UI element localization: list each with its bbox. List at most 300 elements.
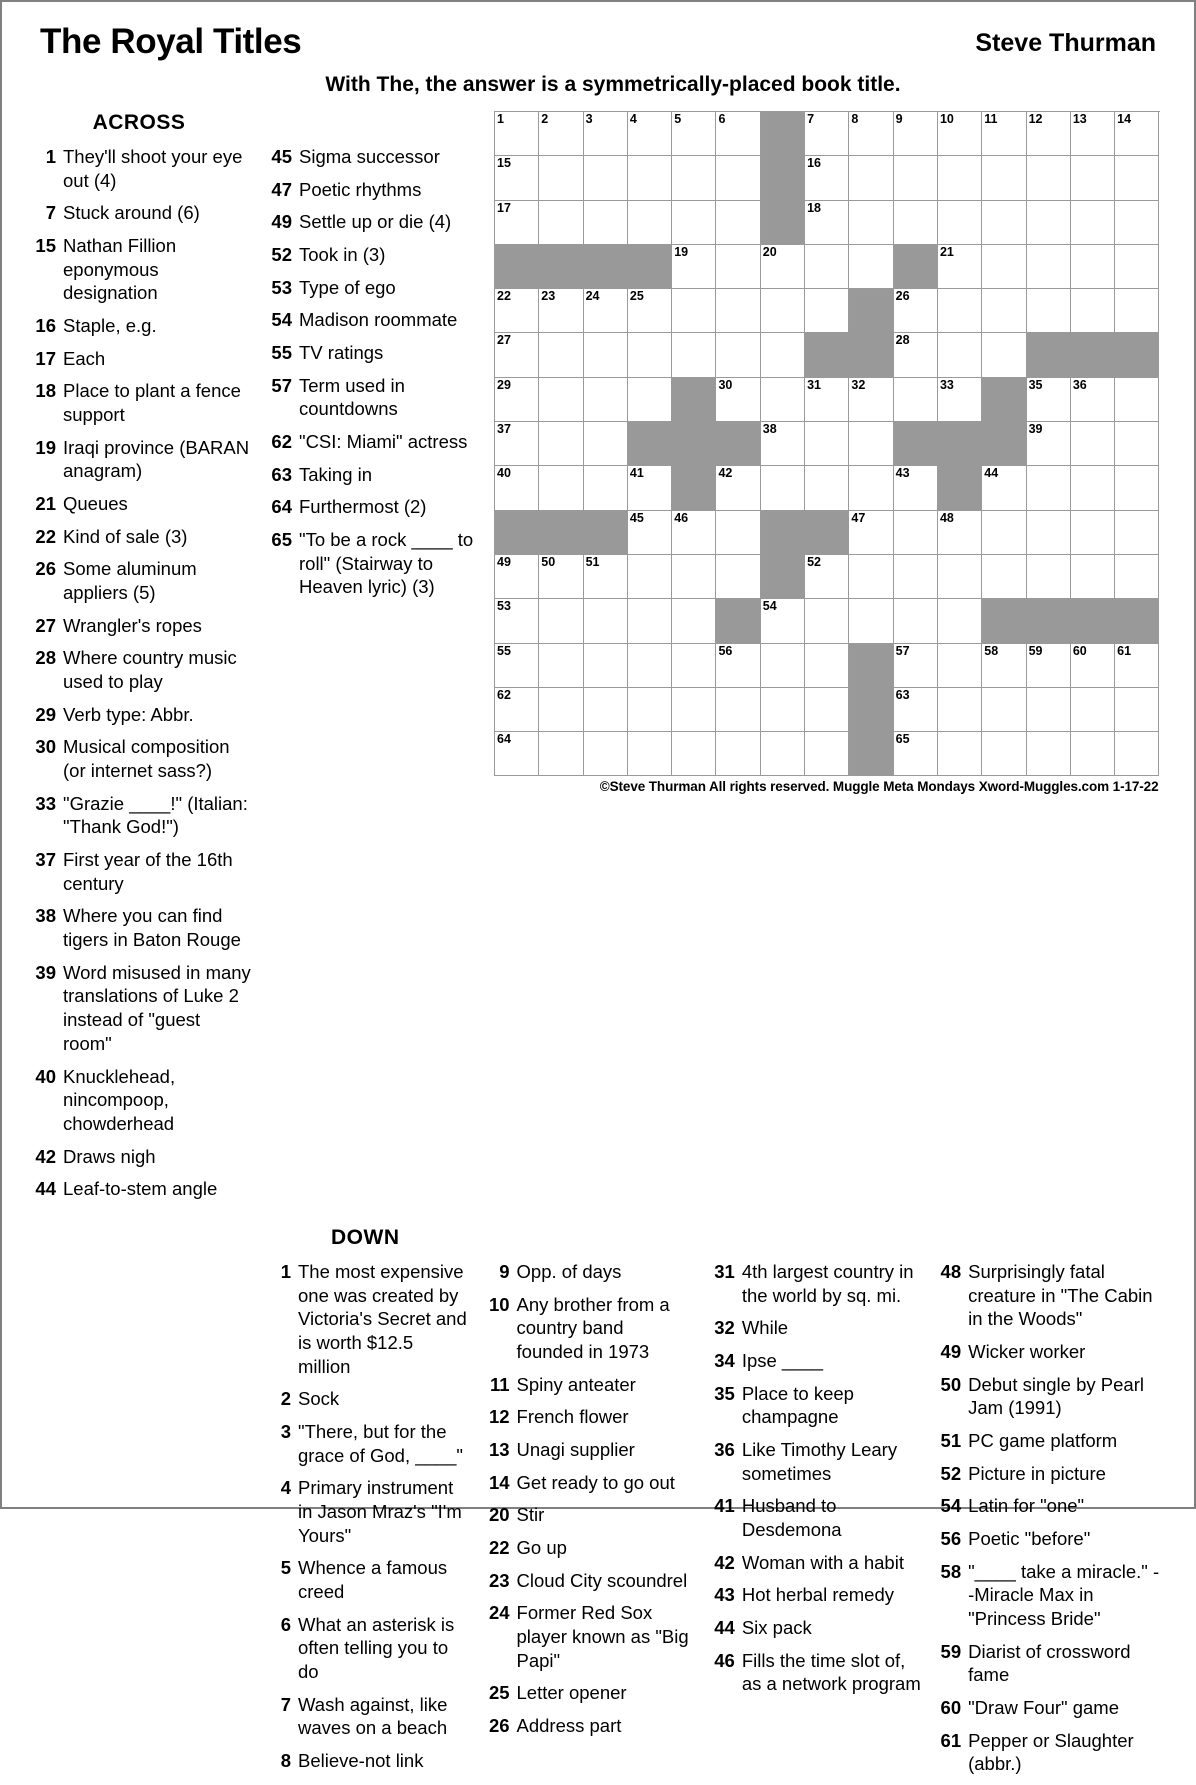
grid-cell[interactable] [539,466,583,510]
grid-cell[interactable] [539,422,583,466]
grid-cell[interactable] [1115,511,1159,555]
grid-cell[interactable] [1071,466,1115,510]
clue-text: Like Timothy Leary sometimes [741,1438,898,1484]
grid-cell[interactable] [982,333,1026,377]
clue-item[interactable] [26,314,252,338]
grid-cell[interactable] [1071,112,1115,156]
grid-cell[interactable] [539,156,583,200]
clue-item[interactable] [480,1260,695,1284]
grid-cell[interactable] [628,333,672,377]
grid-cell[interactable] [716,289,760,333]
clue-item[interactable] [480,1405,695,1429]
grid-cell[interactable] [1027,245,1071,289]
grid-cell[interactable] [1027,555,1071,599]
clue-item[interactable] [480,1536,695,1560]
clue-item[interactable] [26,347,252,371]
grid-cell[interactable] [1027,688,1071,732]
clue-text: Sigma successor [299,146,440,167]
grid-cell[interactable] [982,555,1026,599]
clue-item[interactable] [262,210,480,234]
grid-cell[interactable] [628,466,672,510]
clue-item[interactable] [480,1601,695,1672]
clue-number: 7 [280,1693,291,1715]
grid-cell[interactable] [716,378,760,422]
clue-item[interactable] [261,1556,470,1603]
grid-cell[interactable] [849,511,893,555]
grid-cell[interactable] [716,732,760,776]
grid-cell[interactable] [849,466,893,510]
grid-cell[interactable] [716,644,760,688]
clue-item[interactable] [26,379,252,426]
grid-cell[interactable] [495,289,539,333]
grid-cell[interactable] [805,688,849,732]
grid-cell[interactable] [716,333,760,377]
grid-cell[interactable] [805,732,849,776]
clue-number: 29 [35,703,56,725]
grid-cell[interactable] [805,378,849,422]
clue-text: Picture in picture [968,1462,1106,1484]
grid-cell[interactable] [716,201,760,245]
grid-cell[interactable] [539,201,583,245]
grid-cell[interactable] [849,599,893,643]
grid-cell[interactable] [628,201,672,245]
grid-cell[interactable] [495,422,539,466]
grid-cell[interactable] [584,378,628,422]
grid-cell[interactable] [1071,289,1115,333]
grid-cell[interactable] [495,466,539,510]
clue-item[interactable] [480,1503,695,1527]
grid-cell[interactable] [539,333,583,377]
grid-cell[interactable] [761,599,805,643]
grid-cell[interactable] [805,289,849,333]
grid-cell[interactable] [672,333,716,377]
clue-item[interactable] [931,1527,1160,1551]
clue-item[interactable] [262,341,480,365]
grid-cell[interactable] [805,466,849,510]
grid-cell[interactable] [894,156,938,200]
grid-cell[interactable] [761,422,805,466]
grid-cell[interactable] [894,644,938,688]
grid-cell[interactable] [672,245,716,289]
clue-text: Surprisingly fatal creature in "The Cabin in the Woods" [968,1260,1153,1330]
grid-cell[interactable] [495,112,539,156]
grid-cell[interactable] [716,688,760,732]
clue-item[interactable] [705,1260,921,1307]
clue-item[interactable] [26,145,252,192]
grid-cell[interactable] [495,156,539,200]
clue-item[interactable] [931,1696,1160,1720]
grid-cell[interactable] [584,555,628,599]
clue-item[interactable] [26,234,252,305]
grid-cell[interactable] [628,156,672,200]
clue-text: French flower [516,1406,629,1428]
grid-cell[interactable] [894,688,938,732]
clue-item[interactable] [26,1065,252,1136]
grid-cell[interactable] [628,378,672,422]
grid-cell[interactable] [1027,112,1071,156]
grid-cell[interactable] [672,511,716,555]
clue-item[interactable] [705,1494,921,1541]
clue-item[interactable] [26,703,252,727]
grid-cell[interactable] [672,289,716,333]
grid-cell[interactable] [938,511,982,555]
grid-cell[interactable] [761,732,805,776]
clue-item[interactable] [705,1616,921,1640]
grid-cell[interactable] [584,156,628,200]
grid-cell[interactable] [1071,688,1115,732]
grid-cell[interactable] [761,289,805,333]
clue-item[interactable] [261,1420,470,1467]
grid-cell[interactable] [894,289,938,333]
clue-item[interactable] [262,308,480,332]
clue-number: 46 [714,1649,735,1671]
grid-cell[interactable] [495,644,539,688]
grid-cell[interactable] [1115,112,1159,156]
clue-item[interactable] [262,430,480,454]
grid-cell[interactable] [584,289,628,333]
grid-cell[interactable] [672,156,716,200]
clue-text: Get ready to go out [516,1471,675,1493]
clue-item[interactable] [26,904,252,951]
clue-item[interactable] [261,1387,470,1411]
grid-cell[interactable] [584,201,628,245]
grid-cell[interactable] [805,644,849,688]
grid-cell[interactable] [761,466,805,510]
clue-item[interactable] [26,1145,252,1169]
grid-cell[interactable] [1115,688,1159,732]
grid-cell[interactable] [1115,732,1159,776]
clue-item[interactable] [262,243,480,267]
clue-item[interactable] [480,1293,695,1364]
clue-item[interactable] [26,436,252,483]
grid-cell[interactable] [938,156,982,200]
grid-cell[interactable] [982,289,1026,333]
grid-cell-number: 43 [895,466,910,481]
clue-item[interactable] [26,525,252,549]
grid-cell[interactable] [584,732,628,776]
grid-cell[interactable] [849,112,893,156]
grid-cell[interactable] [672,688,716,732]
clue-text: Staple, e.g. [63,315,157,337]
grid-cell[interactable] [761,245,805,289]
grid-cell[interactable] [584,466,628,510]
grid-cell[interactable] [672,555,716,599]
grid-cell[interactable] [1027,422,1071,466]
grid-cell[interactable] [849,156,893,200]
grid-cell[interactable] [982,156,1026,200]
grid-cell[interactable] [805,555,849,599]
grid-cell[interactable] [539,289,583,333]
grid-cell[interactable] [938,599,982,643]
clue-item[interactable] [705,1382,921,1429]
clue-text: Woman with a habit [741,1551,904,1573]
clue-item[interactable] [705,1551,921,1575]
grid-cell[interactable] [1071,201,1115,245]
grid-cell[interactable] [938,644,982,688]
grid-cell[interactable] [805,201,849,245]
grid-cell[interactable] [849,422,893,466]
grid-cell[interactable] [495,599,539,643]
clue-item[interactable] [931,1560,1160,1631]
grid-cell[interactable] [1115,245,1159,289]
clue-item[interactable] [705,1438,921,1485]
grid-cell[interactable] [894,511,938,555]
grid-cell[interactable] [894,201,938,245]
grid-cell[interactable] [1071,732,1115,776]
grid-cell[interactable] [584,112,628,156]
grid-block [894,422,938,466]
grid-cell[interactable] [716,245,760,289]
grid-cell[interactable] [1115,422,1159,466]
grid-cell[interactable] [539,688,583,732]
grid-cell[interactable] [1115,201,1159,245]
grid-cell[interactable] [672,599,716,643]
grid-cell[interactable] [716,511,760,555]
grid-cell[interactable] [805,112,849,156]
grid-cell[interactable] [628,112,672,156]
grid-cell[interactable] [982,245,1026,289]
grid-cell[interactable] [938,378,982,422]
grid-cell[interactable] [1115,289,1159,333]
grid-cell[interactable] [584,599,628,643]
grid-cell[interactable] [495,378,539,422]
clue-item[interactable] [480,1438,695,1462]
grid-cell[interactable] [938,245,982,289]
grid-cell[interactable] [495,333,539,377]
clue-item[interactable] [26,557,252,604]
clue-item[interactable] [262,145,480,169]
grid-cell[interactable] [495,732,539,776]
grid-cell[interactable] [938,333,982,377]
grid-cell[interactable] [584,422,628,466]
grid-cell[interactable] [805,156,849,200]
clue-item[interactable] [26,492,252,516]
grid-cell[interactable] [628,599,672,643]
grid-cell[interactable] [982,201,1026,245]
grid-cell[interactable] [805,599,849,643]
clue-number: 44 [714,1616,735,1638]
grid-cell[interactable] [1027,378,1071,422]
grid-cell[interactable] [894,466,938,510]
clue-item[interactable] [705,1583,921,1607]
grid-cell[interactable] [938,289,982,333]
clue-text: Wicker worker [968,1340,1086,1362]
grid-cell[interactable] [716,112,760,156]
clue-item[interactable] [931,1260,1160,1331]
clue-item[interactable] [931,1373,1160,1420]
clue-item[interactable] [480,1373,695,1397]
clue-item[interactable] [261,1476,470,1547]
grid-cell[interactable] [628,732,672,776]
clue-item[interactable] [261,1693,470,1740]
grid-cell[interactable] [761,644,805,688]
grid-cell-number: 17 [497,200,511,215]
grid-cell[interactable] [1071,511,1115,555]
clue-item[interactable] [26,735,252,782]
grid-cell[interactable] [894,732,938,776]
grid-cell[interactable] [894,333,938,377]
grid-cell[interactable] [849,201,893,245]
grid-cell[interactable] [495,201,539,245]
crossword-grid[interactable] [494,111,1160,776]
clue-number: 36 [714,1438,735,1460]
grid-cell[interactable] [849,555,893,599]
clue-item[interactable] [262,374,480,421]
grid-cell[interactable] [849,378,893,422]
grid-cell[interactable] [495,555,539,599]
clue-item[interactable] [480,1471,695,1495]
grid-cell[interactable] [716,555,760,599]
grid-cell[interactable] [894,112,938,156]
grid-cell[interactable] [1071,378,1115,422]
grid-cell[interactable] [628,644,672,688]
clue-number: 20 [488,1504,510,1526]
clue-item[interactable] [262,178,480,202]
grid-cell[interactable] [1027,201,1071,245]
grid-cell[interactable] [716,156,760,200]
clue-item[interactable] [261,1613,470,1684]
clue-text: Took in (3) [299,244,386,266]
grid-cell[interactable] [584,688,628,732]
clue-number: 19 [35,436,56,458]
grid-cell[interactable] [894,378,938,422]
grid-cell[interactable] [982,466,1026,510]
grid-cell[interactable] [1027,732,1071,776]
grid-cell-number: 3 [585,112,593,126]
clue-item[interactable] [26,961,252,1056]
down-clue-list-3 [705,1260,921,1696]
grid-cell[interactable] [1115,466,1159,510]
grid-cell[interactable] [982,112,1026,156]
grid-cell[interactable] [1115,644,1159,688]
grid-cell[interactable] [894,555,938,599]
grid-block [539,511,583,555]
grid-cell[interactable] [1071,245,1115,289]
grid-cell[interactable] [1027,511,1071,555]
clue-item[interactable] [480,1714,695,1738]
grid-cell[interactable] [539,112,583,156]
grid-cell[interactable] [938,732,982,776]
grid-cell[interactable] [894,599,938,643]
clue-item[interactable] [705,1649,921,1696]
grid-cell[interactable] [805,422,849,466]
clue-item[interactable] [262,276,480,300]
grid-cell[interactable] [1027,466,1071,510]
clue-item[interactable] [931,1340,1160,1364]
grid-cell[interactable] [761,333,805,377]
clue-item[interactable] [931,1462,1160,1486]
clue-number: 53 [271,276,292,298]
clue-item[interactable] [26,792,252,839]
grid-cell[interactable] [1071,555,1115,599]
grid-cell[interactable] [584,644,628,688]
clue-item[interactable] [931,1729,1160,1776]
clue-item[interactable] [705,1349,921,1373]
grid-cell[interactable] [628,289,672,333]
grid-cell[interactable] [584,333,628,377]
grid-cell[interactable] [628,555,672,599]
grid-cell[interactable] [849,245,893,289]
grid-cell[interactable] [1115,378,1159,422]
grid-cell[interactable] [672,112,716,156]
grid-cell[interactable] [539,644,583,688]
grid-cell[interactable] [716,466,760,510]
clue-item[interactable] [26,1177,252,1201]
grid-cell[interactable] [938,201,982,245]
grid-cell-number: 6 [718,112,726,126]
grid-cell[interactable] [1115,156,1159,200]
grid-cell-number: 41 [629,466,644,481]
clue-text: First year of the 16th century [63,849,233,894]
clue-item[interactable] [261,1260,470,1378]
clue-item[interactable] [26,646,252,693]
clue-number: 28 [35,647,56,669]
grid-cell[interactable] [672,201,716,245]
grid-cell-number: 21 [939,244,954,259]
clue-number: 59 [940,1640,962,1662]
grid-cell[interactable] [761,378,805,422]
clue-item[interactable] [262,495,480,519]
clue-item[interactable] [26,848,252,895]
grid-cell[interactable] [938,555,982,599]
grid-cell[interactable] [1027,156,1071,200]
grid-cell[interactable] [1027,644,1071,688]
clue-item[interactable] [26,614,252,638]
grid-cell[interactable] [982,688,1026,732]
grid-cell-number: 42 [718,466,733,481]
grid-cell[interactable] [495,688,539,732]
grid-cell[interactable] [539,378,583,422]
clue-item[interactable] [262,528,480,599]
grid-cell[interactable] [982,644,1026,688]
clue-item[interactable] [262,463,480,487]
grid-cell[interactable] [628,688,672,732]
clue-item[interactable] [931,1640,1160,1687]
grid-cell[interactable] [1071,644,1115,688]
clue-text: Debut single by Pearl Jam (1991) [968,1373,1144,1419]
clue-item[interactable] [26,201,252,225]
grid-block [1027,333,1071,377]
clue-item[interactable] [931,1429,1160,1453]
clue-text: Fills the time slot of, as a network program [741,1649,921,1695]
clue-number: 43 [714,1584,735,1606]
clue-item[interactable] [931,1494,1160,1518]
grid-cell[interactable] [805,245,849,289]
clue-item[interactable] [261,1749,470,1773]
grid-cell[interactable] [539,599,583,643]
grid-cell[interactable] [761,688,805,732]
clue-item[interactable] [480,1681,695,1705]
grid-cell[interactable] [1071,422,1115,466]
clue-item[interactable] [705,1316,921,1340]
clue-item[interactable] [480,1569,695,1593]
grid-cell-number: 28 [895,333,910,348]
grid-cell[interactable] [982,511,1026,555]
grid-cell[interactable] [539,732,583,776]
grid-cell[interactable] [1115,555,1159,599]
grid-cell[interactable] [1027,289,1071,333]
grid-cell[interactable] [628,511,672,555]
grid-cell[interactable] [672,644,716,688]
grid-cell[interactable] [938,688,982,732]
grid-cell[interactable] [1071,156,1115,200]
grid-cell[interactable] [938,112,982,156]
grid-cell[interactable] [982,732,1026,776]
grid-cell[interactable] [539,555,583,599]
across-clue-list-2 [262,145,480,599]
grid-block [849,732,893,776]
grid-cell[interactable] [672,732,716,776]
